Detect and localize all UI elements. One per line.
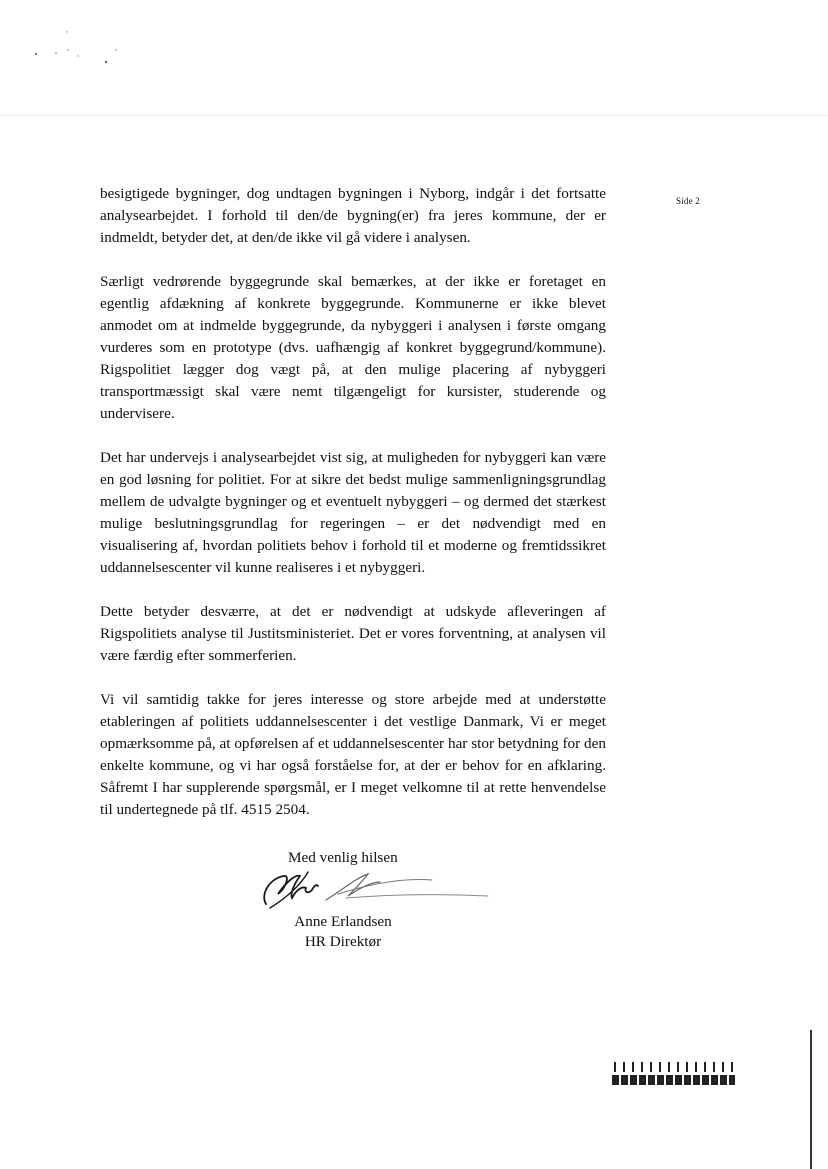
- closing-greeting: Med venlig hilsen: [288, 849, 398, 866]
- paragraph-building-plots: Særligt vedrørende byggegrunde skal bemærkes, at der ikke er foretaget en egentlig afdækning af konkrete byggegrunde. Kommunerne er ikke blevet anmodet om at indmelde byggegrunde, da nybyggeri i analysen i første omgang vurderes som en prototype (dvs. uafhængig af konkret byggegrund/kommune). Rigspolitiet lægger dog vægt på, at den mulige placering af nybyggeri transportmæssigt skal være nemt tilgængeligt for kursister, studerende og undervisere.: [100, 273, 606, 422]
- letter-body: [100, 183, 606, 843]
- signature-icon: [256, 864, 492, 916]
- scan-specks-icon: [30, 28, 130, 72]
- paragraph-thanks: Vi vil samtidig takke for jeres interesse og store arbejde med at understøtte etableringen af politiets uddannelsescenter i det vestlige Danmark, Vi er meget opmærksomme på, at opførelsen af et uddannelsescenter har stor betydning for den enkelte kommune, og vi har også forståelse for, at der er behov for en afklaring. Såfremt I har supplerende spørgsmål, er I meget velkomne til at rette henvendelse til undertegnede på tlf. 4515 2504.: [100, 691, 606, 818]
- signer-block: [293, 912, 393, 952]
- page-number-label: Side 2: [676, 196, 700, 206]
- barcode-icon: [612, 1062, 736, 1086]
- paragraph-buildings: besigtigede bygninger, dog undtagen bygningen i Nyborg, indgår i det fortsatte analysearbejdet. I forhold til den/de bygning(er) fra jeres kommune, der er indmeldt, betyder det, at den/de ikke vil gå videre i analysen.: [100, 185, 606, 246]
- scan-edge-line: [810, 1030, 812, 1169]
- signer-name: Anne Erlandsen: [294, 913, 392, 930]
- scan-line: [0, 115, 828, 116]
- paragraph-new-building: Det har undervejs i analysearbejdet vist sig, at muligheden for nybyggeri kan være en god løsning for politiet. For at sikre det bedst mulige sammenligningsgrundlag mellem de udvalgte bygninger og et eventuelt nybyggeri – og dermed det stærkest mulige beslutningsgrundlag for regeringen – er det nødvendigt med en visualisering af, hvordan politiets behov i forhold til et moderne og fremtidssikret uddannelsescenter vil kunne realiseres i et nybyggeri.: [100, 449, 606, 576]
- paragraph-postponement: Dette betyder desværre, at det er nødvendigt at udskyde afleveringen af Rigspolitiets analyse til Justitsministeriet. Det er vores forventning, at analysen vil være færdig efter sommerferien.: [100, 603, 606, 664]
- signer-title: HR Direktør: [304, 933, 382, 950]
